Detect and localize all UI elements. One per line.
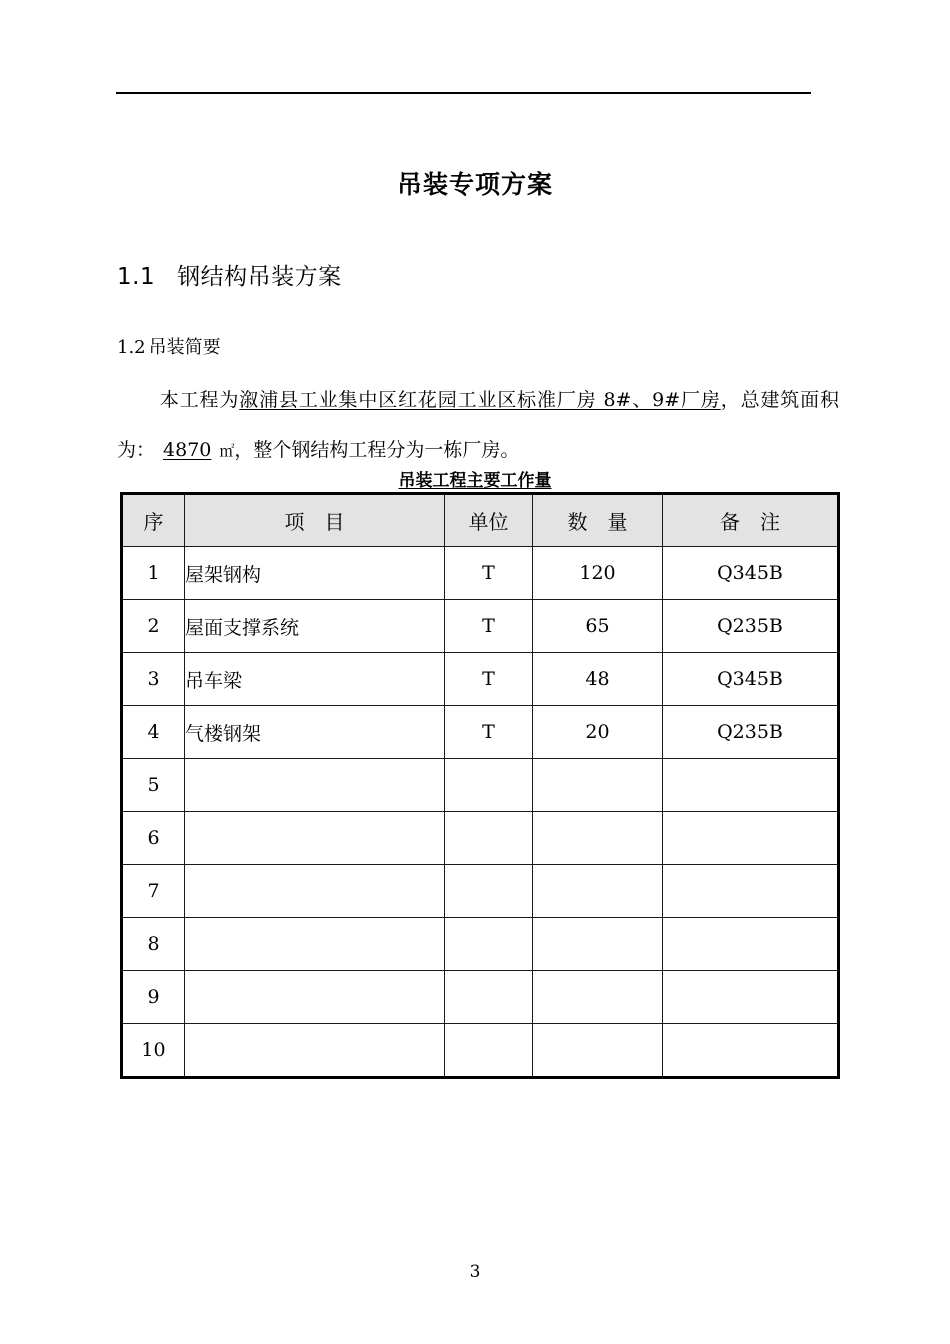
cell-unit	[445, 812, 533, 865]
cell-quantity: 120	[533, 547, 663, 600]
paragraph-lead: 本工程为	[159, 389, 240, 411]
cell-note	[663, 865, 839, 918]
cell-quantity: 48	[533, 653, 663, 706]
cell-item	[185, 971, 445, 1024]
cell-seq: 8	[122, 918, 185, 971]
cell-quantity	[533, 1024, 663, 1078]
cell-item: 吊车梁	[185, 653, 445, 706]
cell-note	[663, 759, 839, 812]
cell-note	[663, 1024, 839, 1078]
cell-seq: 9	[122, 971, 185, 1024]
cell-seq: 6	[122, 812, 185, 865]
cell-quantity	[533, 812, 663, 865]
cell-seq: 2	[122, 600, 185, 653]
cell-item: 屋面支撑系统	[185, 600, 445, 653]
table-caption-text: 吊装工程主要工作量	[398, 471, 552, 491]
intro-paragraph	[117, 375, 839, 476]
cell-item	[185, 865, 445, 918]
table-head	[122, 494, 839, 547]
table-row	[122, 865, 839, 918]
cell-quantity: 65	[533, 600, 663, 653]
paragraph-after-name: ，总建筑面积为：	[117, 389, 839, 461]
cell-item: 气楼钢架	[185, 706, 445, 759]
section-heading-1-2	[117, 333, 221, 359]
cell-item	[185, 759, 445, 812]
cell-item	[185, 812, 445, 865]
column-header-note: 备 注	[663, 494, 839, 547]
cell-item	[185, 1024, 445, 1078]
cell-unit: T	[445, 600, 533, 653]
cell-seq: 1	[122, 547, 185, 600]
cell-item: 屋架钢构	[185, 547, 445, 600]
table-header-row	[122, 494, 839, 547]
table-row	[122, 759, 839, 812]
cell-unit	[445, 971, 533, 1024]
section-title-1-1: 钢结构吊装方案	[177, 264, 342, 290]
cell-unit	[445, 759, 533, 812]
table-caption	[0, 466, 950, 491]
cell-note: Q235B	[663, 706, 839, 759]
cell-seq: 4	[122, 706, 185, 759]
column-header-unit: 单位	[445, 494, 533, 547]
work-quantity-table	[120, 492, 840, 1079]
cell-seq: 5	[122, 759, 185, 812]
column-header-seq: 序	[122, 494, 185, 547]
section-number-1-1: 1.1	[117, 264, 156, 290]
section-title-1-2: 吊装简要	[148, 337, 221, 358]
table-row	[122, 918, 839, 971]
table-row	[122, 600, 839, 653]
cell-quantity	[533, 759, 663, 812]
cell-seq: 3	[122, 653, 185, 706]
table-row	[122, 812, 839, 865]
building-area-field: 4870	[163, 439, 212, 461]
table-row	[122, 971, 839, 1024]
cell-unit	[445, 865, 533, 918]
cell-quantity	[533, 865, 663, 918]
cell-unit	[445, 1024, 533, 1078]
cell-unit: T	[445, 653, 533, 706]
section-number-1-2: 1.2	[117, 337, 146, 358]
table-row	[122, 653, 839, 706]
section-heading-1-1	[117, 258, 342, 291]
table-row	[122, 706, 839, 759]
cell-quantity: 20	[533, 706, 663, 759]
page-title: 吊装专项方案	[396, 170, 553, 199]
cell-quantity	[533, 971, 663, 1024]
cell-seq: 10	[122, 1024, 185, 1078]
cell-note	[663, 812, 839, 865]
cell-quantity	[533, 918, 663, 971]
page-number: 3	[469, 1262, 481, 1282]
cell-unit	[445, 918, 533, 971]
project-name-underlined: 溆浦县工业集中区红花园工业区标准厂房 8#、9#厂房	[239, 389, 721, 411]
building-area-unit: ㎡	[219, 442, 235, 460]
header-rule	[116, 92, 811, 94]
paragraph-tail: ，整个钢结构工程分为一栋厂房。	[234, 439, 520, 461]
table-body	[122, 547, 839, 1078]
column-header-quantity: 数 量	[533, 494, 663, 547]
cell-seq: 7	[122, 865, 185, 918]
cell-unit: T	[445, 706, 533, 759]
cell-item	[185, 918, 445, 971]
cell-note: Q345B	[663, 547, 839, 600]
cell-note	[663, 971, 839, 1024]
cell-note: Q235B	[663, 600, 839, 653]
cell-unit: T	[445, 547, 533, 600]
table-row	[122, 547, 839, 600]
cell-note	[663, 918, 839, 971]
cell-note: Q345B	[663, 653, 839, 706]
table-row	[122, 1024, 839, 1078]
column-header-item: 项 目	[185, 494, 445, 547]
